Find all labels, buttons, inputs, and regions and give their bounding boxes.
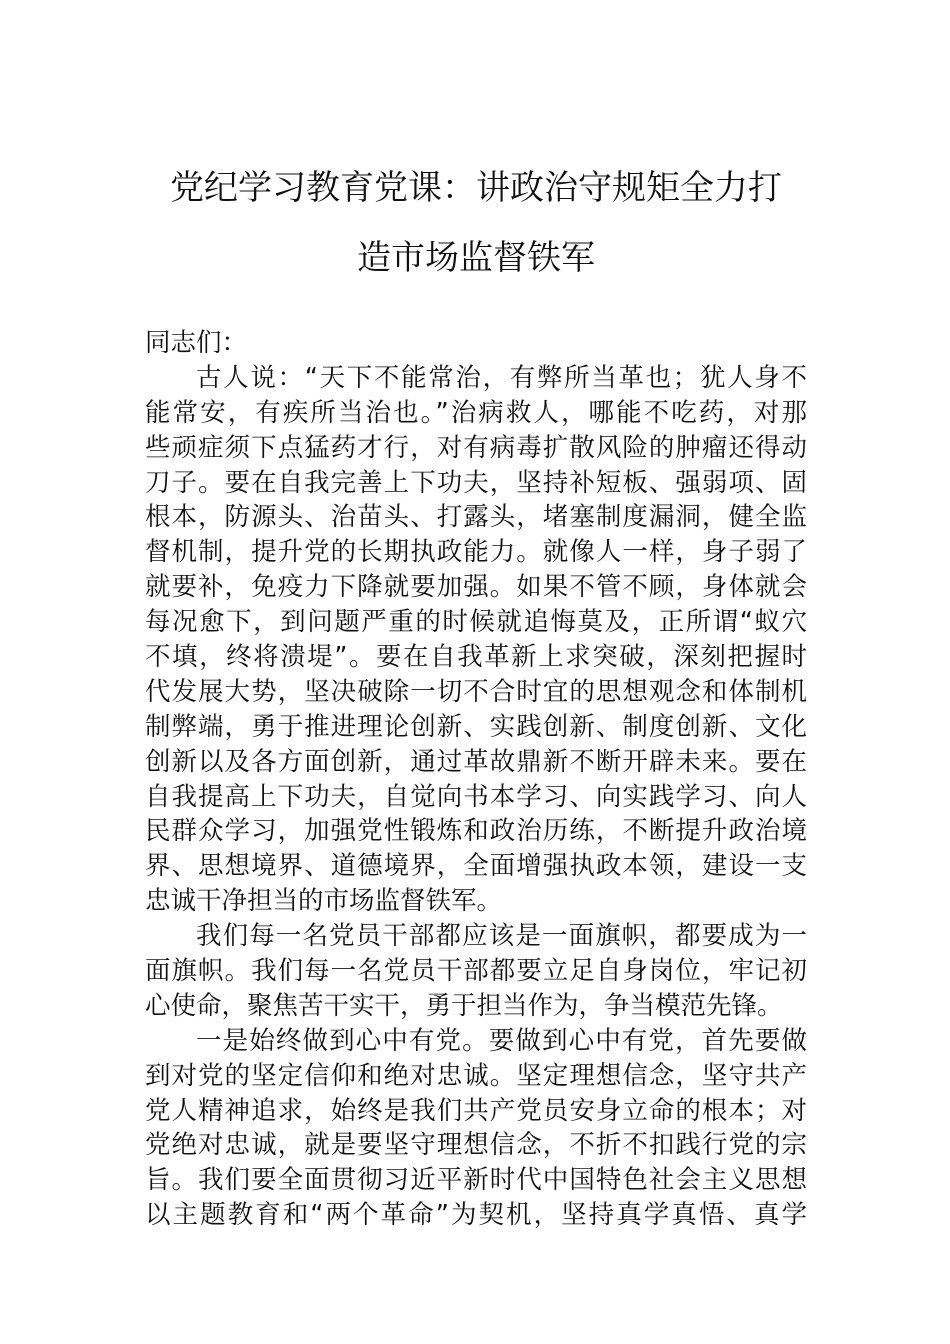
paragraph-line: 刀子。要在自我完善上下功夫，坚持补短板、强弱项、固 bbox=[145, 467, 807, 498]
paragraph-line: 督机制，提升党的长期执政能力。就像人一样，身子弱了 bbox=[145, 537, 807, 568]
paragraph-3 bbox=[145, 1024, 807, 1233]
document-title-line-1: 党纪学习教育党课：讲政治守规矩全力打 bbox=[170, 168, 782, 208]
paragraph-line: 制弊端，勇于推进理论创新、实践创新、制度创新、文化 bbox=[145, 711, 807, 742]
paragraph-line: 旨。我们要全面贯彻习近平新时代中国特色社会主义思想 bbox=[145, 1165, 807, 1196]
paragraph-line: 以主题教育和“两个革命”为契机，坚持真学真悟、真学 bbox=[145, 1200, 807, 1231]
document-title-line-2: 造市场监督铁军 bbox=[357, 238, 595, 278]
document-body bbox=[145, 326, 807, 1233]
paragraph-line: 到对党的坚定信仰和绝对忠诚。坚定理想信念，坚守共产 bbox=[145, 1060, 807, 1091]
paragraph-line: 自我提高上下功夫，自觉向书本学习、向实践学习、向人 bbox=[145, 781, 807, 812]
paragraph-line: 我们每一名党员干部都应该是一面旗帜，都要成为一 bbox=[196, 921, 807, 952]
paragraph-2 bbox=[145, 919, 807, 1024]
paragraph-line: 就要补，免疫力下降就要加强。如果不管不顾，身体就会 bbox=[145, 572, 807, 603]
paragraph-line: 界、思想境界、道德境界，全面增强执政本领，建设一支 bbox=[145, 851, 807, 882]
paragraph-line: 每况愈下，到问题严重的时候就追悔莫及，正所谓“蚁穴 bbox=[145, 607, 807, 638]
paragraph-1 bbox=[145, 361, 807, 919]
paragraph-line: 根本，防源头、治苗头、打露头，堵塞制度漏洞，健全监 bbox=[145, 502, 807, 533]
paragraph-line: 党人精神追求，始终是我们共产党员安身立命的根本；对 bbox=[145, 1095, 807, 1126]
paragraph-line: 党绝对忠诚，就是要坚守理想信念，不折不扣践行党的宗 bbox=[145, 1130, 807, 1161]
paragraph-line: 忠诚干净担当的市场监督铁军。 bbox=[145, 886, 503, 917]
paragraph-line: 心使命，聚焦苦干实干，勇于担当作为，争当模范先锋。 bbox=[145, 990, 783, 1021]
paragraph-line: 能常安，有疾所当治也。”治病救人，哪能不吃药，对那 bbox=[145, 397, 807, 428]
salutation: 同志们： bbox=[145, 328, 248, 358]
paragraph-line: 一是始终做到心中有党。要做到心中有党，首先要做 bbox=[196, 1025, 807, 1056]
paragraph-line: 古人说：“天下不能常治，有弊所当革也；犹人身不 bbox=[196, 362, 807, 393]
paragraph-line: 创新以及各方面创新，通过革故鼎新不断开辟未来。要在 bbox=[145, 746, 807, 777]
paragraph-line: 代发展大势，坚决破除一切不合时宜的思想观念和体制机 bbox=[145, 676, 807, 707]
paragraph-line: 些顽症须下点猛药才行，对有病毒扩散风险的肿瘤还得动 bbox=[145, 432, 807, 463]
paragraph-line: 不填，终将溃堤”。要在自我革新上求突破，深刻把握时 bbox=[145, 642, 807, 673]
paragraph-line: 面旗帜。我们每一名党员干部都要立足自身岗位，牢记初 bbox=[145, 956, 807, 987]
paragraph-line: 民群众学习，加强党性锻炼和政治历练，不断提升政治境 bbox=[145, 816, 807, 847]
